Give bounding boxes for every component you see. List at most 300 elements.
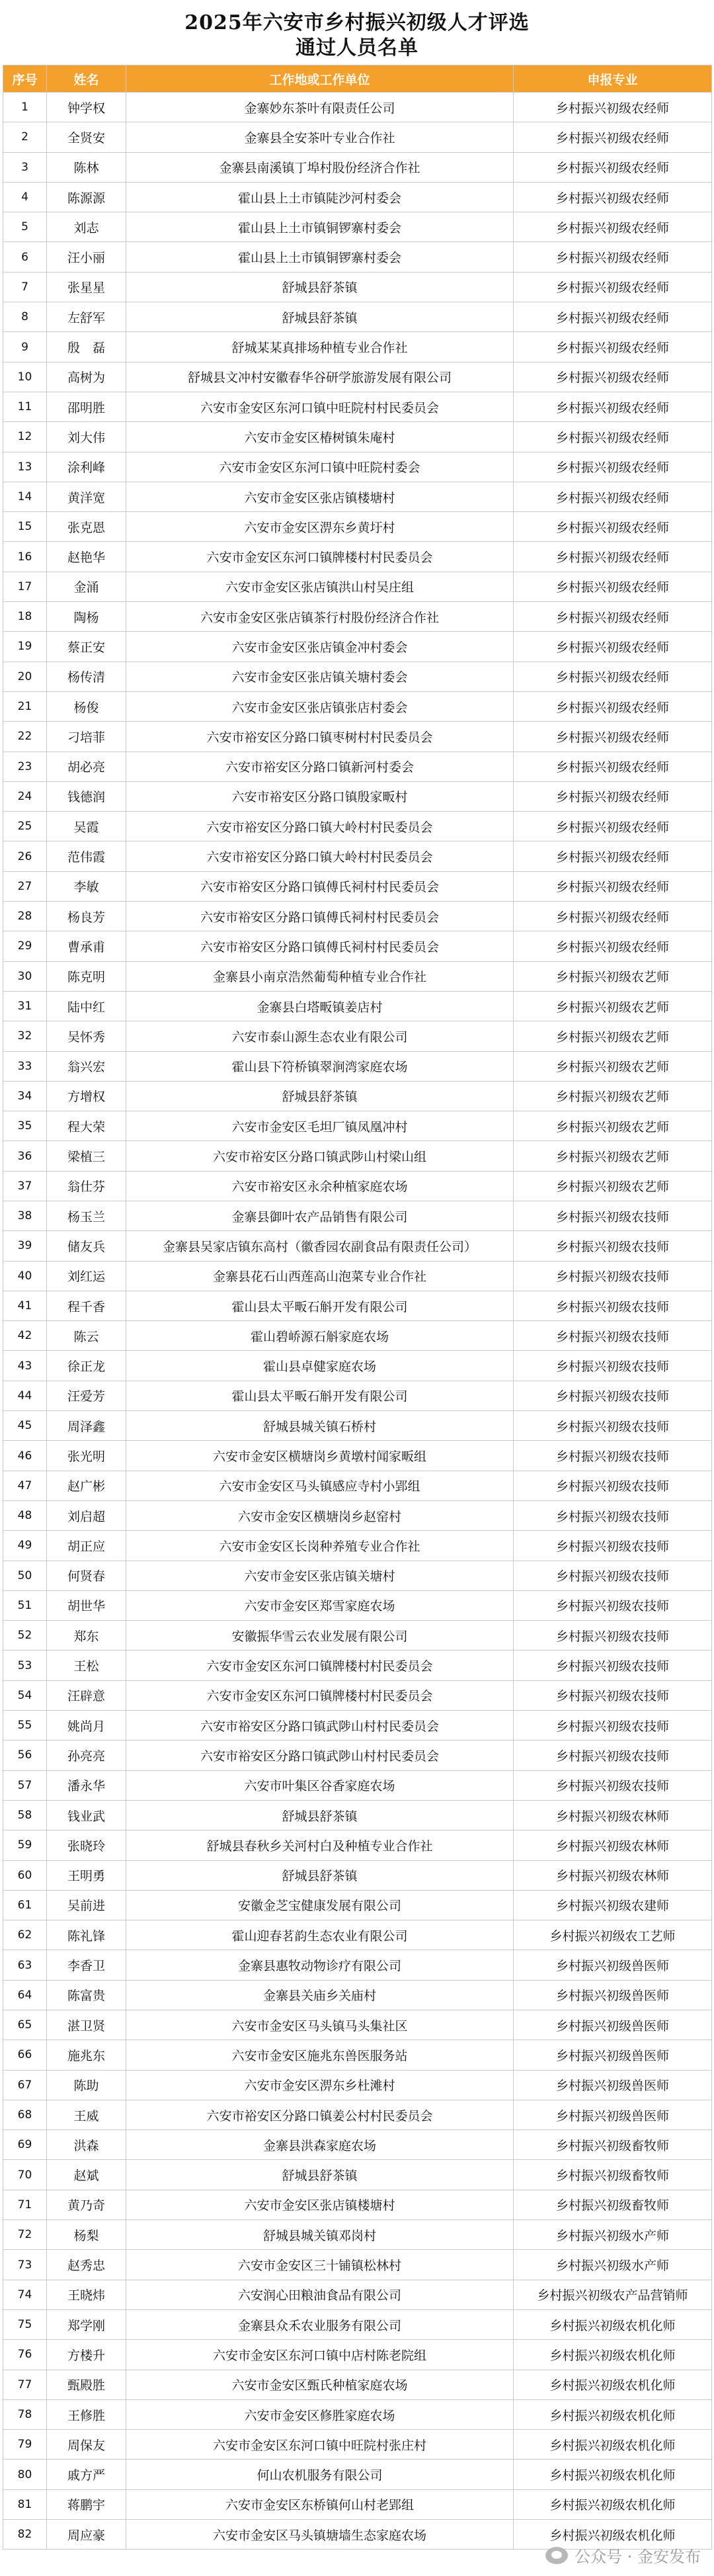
- cell-specialty: 乡村振兴初级农林师: [514, 1860, 712, 1890]
- cell-specialty: 乡村振兴初级畜牧师: [514, 2160, 712, 2190]
- cell-specialty: 乡村振兴初级农经师: [514, 362, 712, 392]
- table-row: [3, 1141, 712, 1171]
- cell-serial: 61: [3, 1890, 47, 1920]
- watermark-text: 公众号 · 金安发布: [575, 2548, 701, 2566]
- cell-serial: 9: [3, 332, 47, 362]
- table-row: [3, 961, 712, 991]
- cell-serial: 54: [3, 1680, 47, 1710]
- cell-name: 徐正龙: [47, 1351, 126, 1381]
- table-row: [3, 1531, 712, 1561]
- cell-name: 钟学权: [47, 93, 126, 122]
- cell-name: 张光明: [47, 1441, 126, 1471]
- cell-workplace: 六安市裕安区分路口镇枣树村村民委员会: [126, 722, 514, 751]
- cell-name: 左舒军: [47, 302, 126, 332]
- cell-specialty: 乡村振兴初级农经师: [514, 812, 712, 841]
- table-row: [3, 2399, 712, 2429]
- cell-serial: 59: [3, 1830, 47, 1860]
- cell-specialty: 乡村振兴初级兽医师: [514, 2070, 712, 2100]
- cell-workplace: 舒城县文冲村安徽春华谷研学旅游发展有限公司: [126, 362, 514, 392]
- cell-serial: 37: [3, 1171, 47, 1201]
- cell-specialty: 乡村振兴初级农经师: [514, 871, 712, 901]
- cell-name: 姚尚月: [47, 1711, 126, 1740]
- cell-name: 翁仕芬: [47, 1171, 126, 1201]
- cell-name: 王修胜: [47, 2399, 126, 2429]
- cell-specialty: 乡村振兴初级农机化师: [514, 2399, 712, 2429]
- cell-workplace: 舒城县城关镇石桥村: [126, 1411, 514, 1441]
- cell-specialty: 乡村振兴初级农技师: [514, 1471, 712, 1500]
- cell-name: 钱德润: [47, 781, 126, 811]
- cell-workplace: 六安市金安区张店镇张店村委会: [126, 691, 514, 721]
- table-row: [3, 1920, 712, 1950]
- cell-name: 刘志: [47, 212, 126, 242]
- cell-serial: 57: [3, 1770, 47, 1800]
- cell-name: 杨梨: [47, 2220, 126, 2250]
- cell-serial: 80: [3, 2460, 47, 2489]
- cell-workplace: 金寨县御叶农产品销售有限公司: [126, 1201, 514, 1230]
- cell-serial: 15: [3, 512, 47, 542]
- cell-name: 王松: [47, 1651, 126, 1680]
- cell-name: 周泽鑫: [47, 1411, 126, 1441]
- cell-specialty: 乡村振兴初级农技师: [514, 1201, 712, 1230]
- cell-workplace: 霍山迎春茗韵生态农业有限公司: [126, 1920, 514, 1950]
- cell-serial: 18: [3, 602, 47, 632]
- cell-name: 胡正应: [47, 1531, 126, 1561]
- cell-name: 张晓玲: [47, 1830, 126, 1860]
- cell-workplace: 金寨县白塔畈镇姜店村: [126, 991, 514, 1021]
- cell-name: 金涌: [47, 572, 126, 601]
- cell-workplace: 六安市金安区马头镇塘墙生态家庭农场: [126, 2520, 514, 2550]
- table-row: [3, 1740, 712, 1770]
- cell-workplace: 六安市金安区椿树镇朱庵村: [126, 422, 514, 452]
- cell-specialty: 乡村振兴初级农经师: [514, 182, 712, 212]
- cell-specialty: 乡村振兴初级农经师: [514, 452, 712, 482]
- cell-specialty: 乡村振兴初级农经师: [514, 302, 712, 332]
- cell-workplace: 金寨县惠牧动物诊疗有限公司: [126, 1950, 514, 1980]
- cell-specialty: 乡村振兴初级农技师: [514, 1321, 712, 1351]
- table-row: [3, 781, 712, 811]
- cell-serial: 63: [3, 1950, 47, 1980]
- cell-serial: 31: [3, 991, 47, 1021]
- cell-serial: 24: [3, 781, 47, 811]
- cell-workplace: 六安市金安区甄氏种植家庭农场: [126, 2370, 514, 2399]
- cell-workplace: 六安市金安区张店镇金冲村委会: [126, 632, 514, 662]
- cell-serial: 81: [3, 2489, 47, 2519]
- cell-specialty: 乡村振兴初级农经师: [514, 781, 712, 811]
- cell-name: 陈富贵: [47, 1980, 126, 2010]
- table-row: [3, 1471, 712, 1500]
- cell-specialty: 乡村振兴初级水产师: [514, 2250, 712, 2280]
- table-row: [3, 1321, 712, 1351]
- cell-specialty: 乡村振兴初级农艺师: [514, 1111, 712, 1141]
- cell-specialty: 乡村振兴初级农经师: [514, 691, 712, 721]
- cell-specialty: 乡村振兴初级农技师: [514, 1740, 712, 1770]
- cell-specialty: 乡村振兴初级农经师: [514, 602, 712, 632]
- cell-name: 刁培菲: [47, 722, 126, 751]
- table-row: [3, 512, 712, 542]
- cell-name: 郑东: [47, 1621, 126, 1651]
- table-row: [3, 482, 712, 511]
- cell-workplace: 六安市金安区淠东乡杜滩村: [126, 2070, 514, 2100]
- cell-name: 赵广彬: [47, 1471, 126, 1500]
- cell-serial: 6: [3, 242, 47, 272]
- cell-serial: 75: [3, 2309, 47, 2339]
- table-row: [3, 362, 712, 392]
- cell-specialty: 乡村振兴初级农经师: [514, 841, 712, 871]
- cell-name: 黄乃奇: [47, 2190, 126, 2219]
- table-row: [3, 991, 712, 1021]
- cell-specialty: 乡村振兴初级农经师: [514, 542, 712, 572]
- cell-workplace: 舒城某某真排场种植专业合作社: [126, 332, 514, 362]
- cell-serial: 40: [3, 1261, 47, 1291]
- cell-serial: 43: [3, 1351, 47, 1381]
- cell-name: 施兆东: [47, 2040, 126, 2070]
- table-row: [3, 1621, 712, 1651]
- cell-specialty: 乡村振兴初级农经师: [514, 722, 712, 751]
- cell-name: 刘启超: [47, 1500, 126, 1530]
- cell-serial: 35: [3, 1111, 47, 1141]
- cell-serial: 55: [3, 1711, 47, 1740]
- cell-specialty: 乡村振兴初级农经师: [514, 212, 712, 242]
- cell-specialty: 乡村振兴初级农艺师: [514, 1081, 712, 1111]
- cell-name: 王威: [47, 2100, 126, 2129]
- table-row: [3, 1980, 712, 2010]
- cell-specialty: 乡村振兴初级农经师: [514, 272, 712, 302]
- cell-workplace: 六安润心田粮油食品有限公司: [126, 2280, 514, 2309]
- cell-name: 汪小丽: [47, 242, 126, 272]
- cell-specialty: 乡村振兴初级兽医师: [514, 2040, 712, 2070]
- cell-specialty: 乡村振兴初级农技师: [514, 1680, 712, 1710]
- cell-serial: 65: [3, 2010, 47, 2040]
- cell-serial: 1: [3, 93, 47, 122]
- cell-serial: 32: [3, 1021, 47, 1051]
- table-row: [3, 1561, 712, 1590]
- table-row: [3, 1890, 712, 1920]
- header-name: 姓名: [47, 65, 126, 93]
- cell-name: 陈林: [47, 152, 126, 182]
- table-row: [3, 1291, 712, 1320]
- cell-serial: 7: [3, 272, 47, 302]
- cell-serial: 70: [3, 2160, 47, 2190]
- table-row: [3, 1800, 712, 1830]
- cell-specialty: 乡村振兴初级农经师: [514, 152, 712, 182]
- cell-workplace: 六安市金安区张店镇洪山村吴庄组: [126, 572, 514, 601]
- table-row: [3, 122, 712, 152]
- cell-workplace: 舒城县舒茶镇: [126, 1081, 514, 1111]
- cell-specialty: 乡村振兴初级农机化师: [514, 2460, 712, 2489]
- cell-name: 殷 磊: [47, 332, 126, 362]
- wechat-icon: [545, 2547, 568, 2564]
- cell-name: 李香卫: [47, 1950, 126, 1980]
- cell-specialty: 乡村振兴初级兽医师: [514, 2100, 712, 2129]
- table-row: [3, 1201, 712, 1230]
- cell-specialty: 乡村振兴初级农经师: [514, 422, 712, 452]
- table-row: [3, 2220, 712, 2250]
- cell-name: 洪森: [47, 2130, 126, 2160]
- cell-serial: 49: [3, 1531, 47, 1561]
- cell-workplace: 六安市金安区东河口镇牌楼村村民委员会: [126, 542, 514, 572]
- cell-specialty: 乡村振兴初级农艺师: [514, 1141, 712, 1171]
- cell-serial: 71: [3, 2190, 47, 2219]
- cell-workplace: 六安市金安区横塘岗乡黄墩村闻家畈组: [126, 1441, 514, 1471]
- cell-specialty: 乡村振兴初级农经师: [514, 572, 712, 601]
- cell-serial: 82: [3, 2520, 47, 2550]
- cell-workplace: 霍山县上土市镇铜锣寨村委会: [126, 212, 514, 242]
- cell-specialty: 乡村振兴初级农经师: [514, 482, 712, 511]
- cell-serial: 51: [3, 1590, 47, 1620]
- cell-name: 潘永华: [47, 1770, 126, 1800]
- cell-serial: 38: [3, 1201, 47, 1230]
- cell-specialty: 乡村振兴初级农机化师: [514, 2430, 712, 2460]
- cell-serial: 73: [3, 2250, 47, 2280]
- cell-workplace: 六安市金安区东河口镇牌楼村村民委员会: [126, 1680, 514, 1710]
- cell-workplace: 舒城县春秋乡关河村白及种植专业合作社: [126, 1830, 514, 1860]
- cell-workplace: 六安市金安区东河口镇中旺院村村民委员会: [126, 392, 514, 421]
- table-row: [3, 1381, 712, 1410]
- cell-serial: 56: [3, 1740, 47, 1770]
- table-row: [3, 2130, 712, 2160]
- cell-workplace: 六安市金安区马头镇马头集社区: [126, 2010, 514, 2040]
- table-row: [3, 152, 712, 182]
- cell-specialty: 乡村振兴初级农经师: [514, 751, 712, 781]
- page-title: [0, 0, 714, 58]
- cell-serial: 5: [3, 212, 47, 242]
- cell-specialty: 乡村振兴初级农艺师: [514, 1171, 712, 1201]
- table-row: [3, 542, 712, 572]
- cell-workplace: 六安市裕安区分路口镇武陟山村村民委员会: [126, 1740, 514, 1770]
- cell-specialty: 乡村振兴初级农机化师: [514, 2340, 712, 2370]
- cell-name: 杨玉兰: [47, 1201, 126, 1230]
- table-row: [3, 2309, 712, 2339]
- cell-specialty: 乡村振兴初级水产师: [514, 2220, 712, 2250]
- cell-serial: 2: [3, 122, 47, 152]
- table-row: [3, 452, 712, 482]
- table-row: [3, 841, 712, 871]
- cell-specialty: 乡村振兴初级农经师: [514, 332, 712, 362]
- table-row: [3, 662, 712, 691]
- cell-serial: 8: [3, 302, 47, 332]
- cell-specialty: 乡村振兴初级农经师: [514, 512, 712, 542]
- cell-serial: 50: [3, 1561, 47, 1590]
- cell-specialty: 乡村振兴初级农经师: [514, 122, 712, 152]
- cell-name: 汪爱芳: [47, 1381, 126, 1410]
- table-row: [3, 2100, 712, 2129]
- cell-specialty: 乡村振兴初级农技师: [514, 1351, 712, 1381]
- cell-workplace: 六安市金安区东桥镇何山村老郢组: [126, 2489, 514, 2519]
- cell-name: 杨良芳: [47, 902, 126, 931]
- cell-workplace: 霍山县上土市镇铜锣寨村委会: [126, 242, 514, 272]
- cell-workplace: 霍山县太平畈石斛开发有限公司: [126, 1291, 514, 1320]
- header-specialty: 申报专业: [514, 65, 712, 93]
- cell-name: 范伟霞: [47, 841, 126, 871]
- table-row: [3, 332, 712, 362]
- table-row: [3, 2160, 712, 2190]
- cell-name: 黄洋宽: [47, 482, 126, 511]
- table-row: [3, 1411, 712, 1441]
- cell-workplace: 六安市金安区马头镇感应寺村小郢组: [126, 1471, 514, 1500]
- cell-specialty: 乡村振兴初级农机化师: [514, 2309, 712, 2339]
- cell-workplace: 舒城县舒茶镇: [126, 2160, 514, 2190]
- table-row: [3, 422, 712, 452]
- cell-workplace: 霍山碧峤源石斛家庭农场: [126, 1321, 514, 1351]
- cell-workplace: 六安市裕安区分路口镇武陟山村村民委员会: [126, 1711, 514, 1740]
- cell-workplace: 六安市裕安区分路口镇武陟山村梁山组: [126, 1141, 514, 1171]
- cell-workplace: 六安市裕安区分路口镇大岭村村民委员会: [126, 812, 514, 841]
- cell-workplace: 六安市裕安区分路口镇大岭村村民委员会: [126, 841, 514, 871]
- cell-specialty: 乡村振兴初级农艺师: [514, 1051, 712, 1081]
- cell-name: 涂利峰: [47, 452, 126, 482]
- cell-workplace: 六安市裕安区分路口镇殷家畈村: [126, 781, 514, 811]
- watermark: [545, 2544, 701, 2567]
- table-body: [3, 93, 712, 2550]
- cell-serial: 10: [3, 362, 47, 392]
- cell-serial: 27: [3, 871, 47, 901]
- table-row: [3, 1590, 712, 1620]
- header-serial: 序号: [3, 65, 47, 93]
- cell-name: 储友兵: [47, 1231, 126, 1261]
- cell-serial: 13: [3, 452, 47, 482]
- cell-name: 陈源源: [47, 182, 126, 212]
- table-row: [3, 871, 712, 901]
- cell-workplace: 六安市金安区郑雪家庭农场: [126, 1590, 514, 1620]
- cell-workplace: 安徽振华雪云农业发展有限公司: [126, 1621, 514, 1651]
- cell-workplace: 六安市裕安区分路口镇傅氏祠村村民委员会: [126, 902, 514, 931]
- cell-serial: 14: [3, 482, 47, 511]
- table-row: [3, 1351, 712, 1381]
- cell-workplace: 六安市金安区张店镇楼塘村: [126, 482, 514, 511]
- talent-list-table: [3, 65, 712, 2550]
- cell-name: 梁植三: [47, 1141, 126, 1171]
- cell-name: 吴怀秀: [47, 1021, 126, 1051]
- table-row: [3, 302, 712, 332]
- cell-workplace: 金寨县花石山西莲高山泡菜专业合作社: [126, 1261, 514, 1291]
- cell-workplace: 金寨县洪森家庭农场: [126, 2130, 514, 2160]
- cell-workplace: 六安市金安区修胜家庭农场: [126, 2399, 514, 2429]
- cell-name: 陈礼锋: [47, 1920, 126, 1950]
- cell-workplace: 金寨县小南京浩然葡萄种植专业合作社: [126, 961, 514, 991]
- cell-serial: 66: [3, 2040, 47, 2070]
- table-row: [3, 2190, 712, 2219]
- cell-name: 王明勇: [47, 1860, 126, 1890]
- cell-name: 甄殿胜: [47, 2370, 126, 2399]
- cell-serial: 12: [3, 422, 47, 452]
- cell-workplace: 金寨妙东茶叶有限责任公司: [126, 93, 514, 122]
- table-row: [3, 1680, 712, 1710]
- cell-serial: 39: [3, 1231, 47, 1261]
- cell-specialty: 乡村振兴初级兽医师: [514, 1980, 712, 2010]
- cell-workplace: 六安市金安区张店镇楼塘村: [126, 2190, 514, 2219]
- cell-name: 钱业武: [47, 1800, 126, 1830]
- table-row: [3, 2430, 712, 2460]
- cell-workplace: 六安市裕安区分路口镇姜公村村民委员会: [126, 2100, 514, 2129]
- table-row: [3, 1711, 712, 1740]
- cell-serial: 76: [3, 2340, 47, 2370]
- cell-workplace: 舒城县舒茶镇: [126, 272, 514, 302]
- table-row: [3, 1500, 712, 1530]
- cell-specialty: 乡村振兴初级农艺师: [514, 961, 712, 991]
- cell-serial: 22: [3, 722, 47, 751]
- table-row: [3, 212, 712, 242]
- cell-serial: 53: [3, 1651, 47, 1680]
- cell-name: 曹承甫: [47, 931, 126, 961]
- cell-name: 张克恩: [47, 512, 126, 542]
- cell-name: 杨传清: [47, 662, 126, 691]
- cell-serial: 26: [3, 841, 47, 871]
- table-row: [3, 1830, 712, 1860]
- cell-workplace: 六安市金安区施兆东兽医服务站: [126, 2040, 514, 2070]
- title-line-2: 通过人员名单: [296, 36, 418, 60]
- cell-serial: 77: [3, 2370, 47, 2399]
- cell-name: 何贤春: [47, 1561, 126, 1590]
- cell-workplace: 霍山县太平畈石斛开发有限公司: [126, 1381, 514, 1410]
- cell-name: 郑学刚: [47, 2309, 126, 2339]
- cell-specialty: 乡村振兴初级畜牧师: [514, 2130, 712, 2160]
- cell-specialty: 乡村振兴初级农建师: [514, 1890, 712, 1920]
- table-row: [3, 1081, 712, 1111]
- cell-serial: 72: [3, 2220, 47, 2250]
- cell-serial: 19: [3, 632, 47, 662]
- cell-specialty: 乡村振兴初级农工艺师: [514, 1920, 712, 1950]
- table-row: [3, 902, 712, 931]
- cell-workplace: 金寨县南溪镇丁埠村股份经济合作社: [126, 152, 514, 182]
- cell-workplace: 金寨县全安茶叶专业合作社: [126, 122, 514, 152]
- table-row: [3, 1261, 712, 1291]
- cell-name: 周保友: [47, 2430, 126, 2460]
- cell-workplace: 六安市金安区东河口镇中旺院村张庄村: [126, 2430, 514, 2460]
- cell-name: 刘大伟: [47, 422, 126, 452]
- cell-name: 程大荣: [47, 1111, 126, 1141]
- cell-specialty: 乡村振兴初级农经师: [514, 242, 712, 272]
- table-row: [3, 1231, 712, 1261]
- cell-name: 孙亮亮: [47, 1740, 126, 1770]
- cell-workplace: 金寨县众禾农业服务有限公司: [126, 2309, 514, 2339]
- cell-workplace: 六安市金安区张店镇关塘村委会: [126, 662, 514, 691]
- cell-serial: 16: [3, 542, 47, 572]
- table-row: [3, 182, 712, 212]
- cell-specialty: 乡村振兴初级农机化师: [514, 2489, 712, 2519]
- cell-workplace: 六安市金安区长岗种养殖专业合作社: [126, 1531, 514, 1561]
- cell-name: 全贤安: [47, 122, 126, 152]
- cell-serial: 68: [3, 2100, 47, 2129]
- cell-specialty: 乡村振兴初级农技师: [514, 1711, 712, 1740]
- table-row: [3, 1021, 712, 1051]
- cell-specialty: 乡村振兴初级农经师: [514, 632, 712, 662]
- cell-name: 陆中红: [47, 991, 126, 1021]
- cell-name: 张星星: [47, 272, 126, 302]
- table-row: [3, 691, 712, 721]
- cell-name: 刘红运: [47, 1261, 126, 1291]
- cell-serial: 11: [3, 392, 47, 421]
- table-row: [3, 1770, 712, 1800]
- cell-workplace: 六安市金安区横塘岗乡赵窑村: [126, 1500, 514, 1530]
- cell-serial: 3: [3, 152, 47, 182]
- table-row: [3, 1171, 712, 1201]
- cell-workplace: 舒城县舒茶镇: [126, 1860, 514, 1890]
- cell-workplace: 何山农机服务有限公司: [126, 2460, 514, 2489]
- table-row: [3, 632, 712, 662]
- table-row: [3, 2489, 712, 2519]
- cell-serial: 60: [3, 1860, 47, 1890]
- cell-workplace: 六安市泰山源生态农业有限公司: [126, 1021, 514, 1051]
- cell-name: 吴前进: [47, 1890, 126, 1920]
- table-row: [3, 2340, 712, 2370]
- cell-name: 陈云: [47, 1321, 126, 1351]
- table-row: [3, 572, 712, 601]
- table-row: [3, 242, 712, 272]
- cell-specialty: 乡村振兴初级农技师: [514, 1621, 712, 1651]
- cell-specialty: 乡村振兴初级农机化师: [514, 2520, 712, 2550]
- cell-name: 方楼升: [47, 2340, 126, 2370]
- cell-serial: 67: [3, 2070, 47, 2100]
